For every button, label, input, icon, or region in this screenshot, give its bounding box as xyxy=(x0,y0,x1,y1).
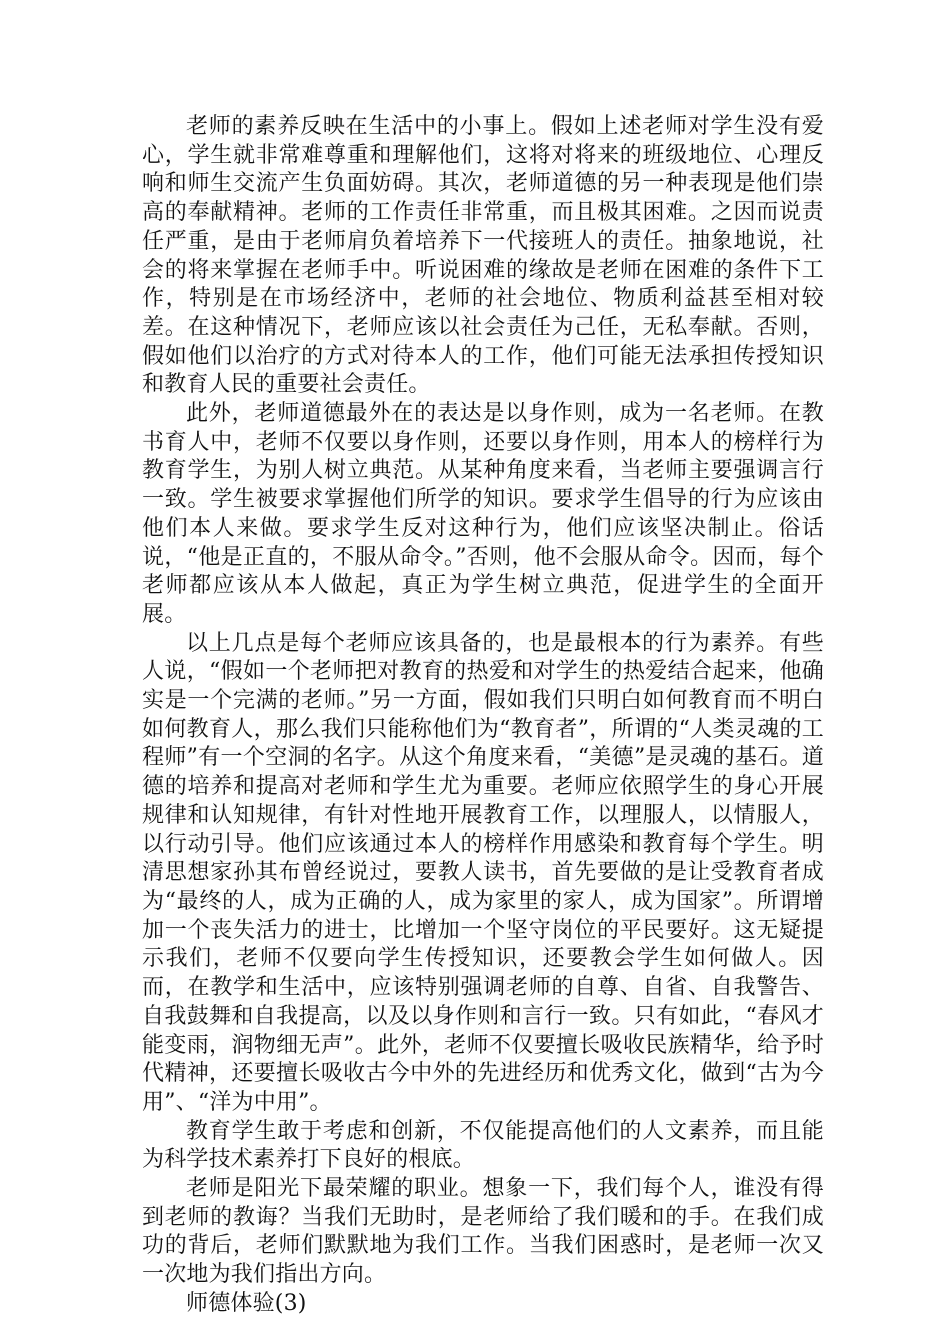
paragraph-innovation: 教育学生敢于考虑和创新，不仅能提高他们的人文素养，而且能为科学技术素养打下良好的根底。 xyxy=(142,1118,824,1173)
paragraph-honored-profession: 老师是阳光下最荣耀的职业。想象一下，我们每个人，谁没有得到老师的教诲？当我们无助时，是老师给了我们暖和的手。在我们成功的背后，老师们默默地为我们工作。当我们困惑时，是老师一次又一次地为我们指出方向。 xyxy=(142,1176,824,1288)
paragraph-teacher-quality: 老师的素养反映在生活中的小事上。假如上述老师对学生没有爱心，学生就非常难尊重和理解他们，这将对将来的班级地位、心理反响和师生交流产生负面妨碍。其次，老师道德的另一种表现是他们崇高的奉献精神。老师的工作责任非常重，而且极其困难。之因而说责任严重，是由于老师肩负着培养下一代接班人的责任。抽象地说，社会的将来掌握在老师手中。听说困难的缘故是老师在困难的条件下工作，特别是在市场经济中，老师的社会地位、物质利益甚至相对较差。在这种情况下，老师应该以社会责任为己任，无私奉献。否则，假如他们以治疗的方式对待本人的工作，他们可能无法承担传授知识和教育人民的重要社会责任。 xyxy=(142,114,824,398)
document-page xyxy=(142,113,824,1319)
paragraph-basic-conduct: 以上几点是每个老师应该具备的，也是最根本的行为素养。有些人说，“假如一个老师把对教育的热爱和对学生的热爱结合起来，他确实是一个完满的老师。”另一方面，假如我们只明白如何教育而不明白如何教育人，那么我们只能称他们为“教育者”，所谓的“人类灵魂的工程师”有一个空洞的名字。从这个角度来看，“美德”是灵魂的基石。道德的培养和提高对老师和学生尤为重要。老师应依照学生的身心开展规律和认知规律，有针对性地开展教育工作，以理服人，以情服人，以行动引导。他们应该通过本人的榜样作用感染和教育每个学生。明清思想家孙其布曾经说过，要教人读书，首先要做的是让受教育者成为“最终的人，成为正确的人，成为家里的家人，成为国家”。所谓增加一个丧失活力的进士，比增加一个坚守岗位的平民要好。这无疑提示我们，老师不仅要向学生传授知识，还要教会学生如何做人。因而，在教学和生活中，应该特别强调老师的自尊、自省、自我警告、自我鼓舞和自我提高，以及以身作则和言行一致。只有如此，“春风才能变雨，润物细无声”。此外，老师不仅要擅长吸收民族精华，给予时代精神，还要擅长吸收古今中外的先进经历和优秀文化，做到“古为今用”、“洋为中用”。 xyxy=(142,630,824,1115)
section-heading: 师德体验(3) xyxy=(186,1290,307,1316)
paragraph-lead-by-example: 此外，老师道德最外在的表达是以身作则，成为一名老师。在教书育人中，老师不仅要以身作则，还要以身作则，用本人的榜样行为教育学生，为别人树立典范。从某种角度来看，当老师主要强调言行一致。学生被要求掌握他们所学的知识。要求学生倡导的行为应该由他们本人来做。要求学生反对这种行为，他们应该坚决制止。俗话说，“他是正直的，不服从命令。”否则，他不会服从命令。因而，每个老师都应该从本人做起，真正为学生树立典范，促进学生的全面开展。 xyxy=(142,401,824,627)
